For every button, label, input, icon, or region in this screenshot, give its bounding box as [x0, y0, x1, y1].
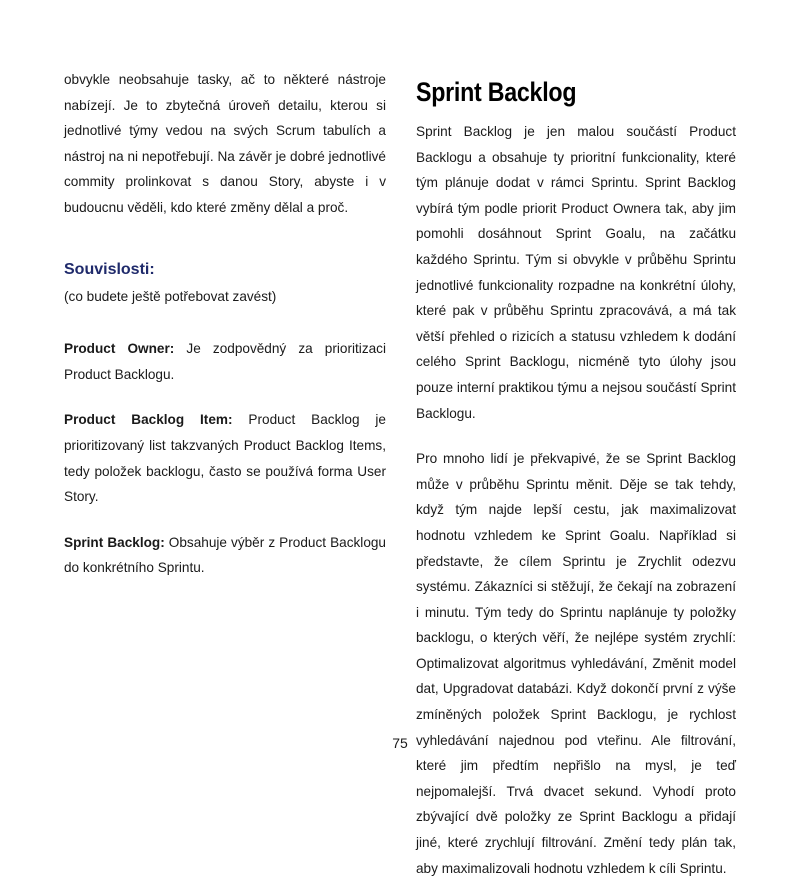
definition-product-owner: [64, 336, 386, 387]
page-number: 75: [392, 735, 408, 751]
section-title: Sprint Backlog: [416, 77, 577, 107]
definition-term: Sprint Backlog:: [64, 534, 165, 550]
right-column: [416, 67, 736, 881]
definition-text: Product Backlog je prioritizovaný list takzvaných Product Backlog Items, tedy položek backlogu, často se používá forma User Story.: [64, 412, 386, 505]
body-paragraph: Pro mnoho lidí je překvapivé, že se Sprint Backlog může v průběhu Sprintu měnit. Děje se tak tehdy, když tým najde lepší cestu, jak maximalizovat hodnotu vzhledem ke Sprint Goalu. Například si představte, že cílem Sprintu je Zrychlit odezvu systému. Zákazníci si stěžují, že čekají na zobrazení i minutu. Tým tedy do Sprintu naplánuje ty položky backlogu, o kterých věří, že nejlépe systém zrychlí: Optimalizovat algoritmus vyhledávání, Změnit model dat, Upgradovat databázi. Když dokončí první z výše zmíněných položek Sprint Backlogu, je rychlost vyhledávání najednou pod vteřinu. Ale filtrování, které jim předtím nepřišlo na mysl, je teď nejpomalejší. Trvá dvacet sekund. Vyhodí proto zbývající dvě položky ze Sprint Backlogu a přidají jiné, které zrychlují filtrování. Změní tedy plán tak, aby maximalizovali hodnotu vzhledem k cíli Sprintu.: [416, 451, 736, 876]
associations-subtitle: (co budete ještě potřebovat zavést): [64, 288, 277, 304]
definition-term: Product Owner:: [64, 341, 175, 357]
definition-sprint-backlog: [64, 530, 386, 581]
intro-paragraph: obvykle neobsahuje tasky, ač to některé nástroje nabízejí. Je to zbytečná úroveň detailu, kterou si jednotlivé týmy vedou na svých Scrum tabulích a nástroj na ni nepotřebují. Na závěr je dobré jednotlivé commity prolinkovat s danou Story, abyste i v budoucnu věděli, kdo které změny dělal a proč.: [64, 72, 386, 215]
associations-heading: Souvislosti:: [64, 260, 155, 278]
definition-term: Product Backlog Item:: [64, 412, 233, 428]
body-paragraph: Sprint Backlog je jen malou součástí Product Backlogu a obsahuje ty prioritní funkcionality, které tým plánuje dodat v rámci Sprintu. Sprint Backlog vybírá tým podle priorit Product Ownera tak, aby jim pomohli dosáhnout Sprint Goalu, na začátku každého Sprintu. Tým si obvykle v průběhu Sprintu jednotlivé funkcionality rozpadne na konkrétní úlohy, které pak v průběhu Sprintu zpracovává, a má tak větší přehled o rizicích a statusu vzhledem k dodání celého Sprint Backlogu, nicméně tyto úlohy jsou pouze interní praktikou týmu a nejsou součástí Sprint Backlogu.: [416, 124, 736, 421]
definition-product-backlog-item: [64, 407, 386, 509]
definition-text: Je zodpovědný za prioritizaci Product Backlogu.: [64, 341, 386, 382]
definition-text: Obsahuje výběr z Product Backlogu do konkrétního Sprintu.: [64, 534, 386, 576]
left-column: [64, 67, 386, 581]
